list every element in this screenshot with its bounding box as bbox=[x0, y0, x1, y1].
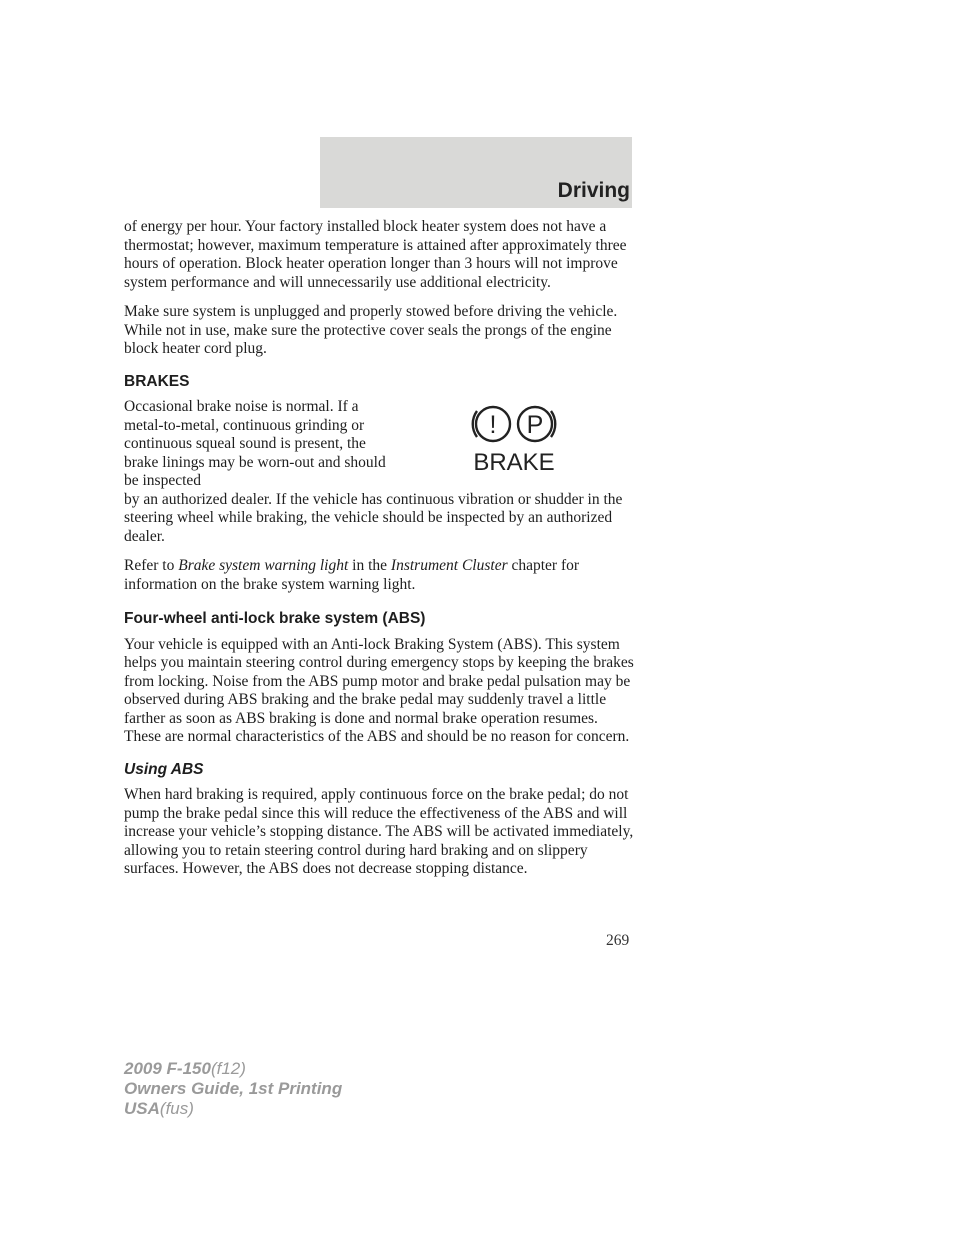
paragraph-using-abs: When hard braking is required, apply continuous force on the brake pedal; do not pump the brake pedal since this will reduce the effectiveness of the ABS and will increase your vehicle’s stopping distance. The ABS will be activated immediately, allowing you to retain steering control during hard braking and on slippery surfaces. However, the ABS does not decrease stopping distance. bbox=[124, 786, 634, 877]
brake-warning-icon bbox=[468, 402, 560, 474]
paragraph-unplug: Make sure system is unplugged and properly stowed before driving the vehicle. While not in use, make sure the protective cover seals the prongs of the engine block heater cord plug. bbox=[124, 303, 618, 357]
refer-instrument-cluster: Instrument Cluster bbox=[390, 557, 508, 574]
refer-mid: in the bbox=[348, 557, 391, 574]
brake-icon-parking: P bbox=[526, 411, 544, 439]
using-abs-heading: Using ABS bbox=[124, 760, 204, 778]
paragraph-brake-refer bbox=[124, 557, 636, 594]
footer-line-guide: Owners Guide, 1st Printing bbox=[124, 1079, 343, 1098]
paragraph-abs-intro: Your vehicle is equipped with an Anti-lock Braking System (ABS). This system helps you maintain steering control during emergency stops by keeping the brakes from locking. Noise from the ABS pump motor and brake pedal pulsation may be observed during ABS braking and the brake pedal may suddenly travel a little farther as soon as ABS braking is done and normal brake operation resumes. These are normal characteristics of the ABS and should be no reason for concern. bbox=[124, 635, 634, 745]
paragraph-brake-noise: Occasional brake noise is normal. If a metal-to-metal, continuous grinding or continuous squeal sound is present, the brake linings may be worn-out and should be inspected bbox=[124, 398, 386, 489]
header-band bbox=[320, 137, 632, 208]
brakes-heading: BRAKES bbox=[124, 372, 190, 390]
print-footer bbox=[124, 1059, 342, 1119]
paragraph-block-heater: of energy per hour. Your factory installed block heater system does not have a thermostat; however, maximum temperature is attained after approximately three hours of operation. Block heater operation longer than 3 hours will not improve system performance and will unnecessarily use additional electricity. bbox=[124, 218, 627, 291]
section-title: Driving bbox=[557, 179, 630, 202]
brake-icon-exclamation: ! bbox=[489, 411, 497, 439]
abs-heading: Four-wheel anti-lock brake system (ABS) bbox=[124, 610, 426, 627]
brake-icon-label: BRAKE bbox=[473, 449, 555, 474]
footer-line-region: USA(fus) bbox=[124, 1099, 194, 1118]
page-number: 269 bbox=[606, 932, 630, 949]
page-content bbox=[124, 218, 636, 890]
refer-warning-light: Brake system warning light bbox=[178, 557, 349, 574]
refer-prefix: Refer to bbox=[124, 557, 179, 574]
refer-suffix: chapter for information on the brake system warning light. bbox=[124, 557, 580, 593]
brakes-section bbox=[124, 398, 636, 546]
footer-line-model: 2009 F-150(f12) bbox=[124, 1059, 246, 1078]
paragraph-brake-noise-continued: by an authorized dealer. If the vehicle has continuous vibration or shudder in the steering wheel while braking, the vehicle should be inspected by an authorized dealer. bbox=[124, 490, 623, 545]
